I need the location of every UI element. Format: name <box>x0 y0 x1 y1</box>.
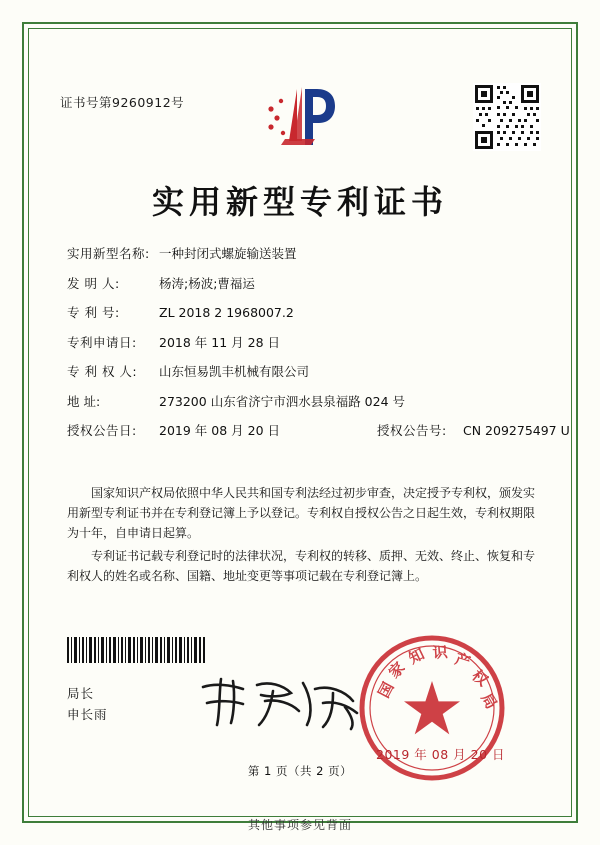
barcode-icon <box>67 637 207 663</box>
field-label-secondary: 授权公告号: <box>377 423 447 438</box>
svg-text:产: 产 <box>452 649 473 672</box>
field-label: 地 址: <box>67 393 101 409</box>
qr-code-icon <box>473 83 541 151</box>
field-value: ZL 2018 2 1968007.2 <box>159 305 294 320</box>
field-value: 山东恒易凯丰机械有限公司 <box>159 364 310 379</box>
field-row-utility-model-name <box>67 245 537 263</box>
field-row-application-date <box>67 334 537 352</box>
svg-text:国: 国 <box>374 679 398 701</box>
patent-office-emblem-icon <box>255 83 345 155</box>
director-name: 申长雨 <box>67 707 108 722</box>
field-row-inventors <box>67 275 537 293</box>
field-label: 发 明 人: <box>67 275 120 291</box>
field-label: 实用新型名称: <box>67 246 150 261</box>
certificate-content <box>45 45 570 800</box>
field-value: 杨涛;杨波;曹福运 <box>159 275 255 291</box>
field-list <box>67 245 570 452</box>
director-block <box>67 683 108 725</box>
director-label: 局长 <box>67 686 95 701</box>
legal-paragraph-1: 国家知识产权局依照中华人民共和国专利法经过初步审查，决定授予专利权，颁发实用新型专利证书并在专利登记簿上予以登记。专利权自授权公告之日起生效，专利权期限为十年，自申请日起算。 <box>67 486 536 540</box>
field-label: 专利申请日: <box>67 334 137 350</box>
field-value: 2018 年 11 月 28 日 <box>159 334 280 350</box>
field-value-secondary: CN 209275497 U <box>463 423 570 438</box>
field-value: 2019 年 08 月 20 日 <box>159 423 280 438</box>
field-row-address <box>67 393 537 411</box>
field-row-patent-number <box>67 304 537 322</box>
page-title: 实用新型专利证书 <box>151 183 448 221</box>
svg-text:识: 识 <box>432 642 449 662</box>
field-value: 273200 山东省济宁市泗水县泉福路 024 号 <box>159 393 405 409</box>
field-label: 专 利 权 人: <box>67 364 138 379</box>
corner-ornament-top-right <box>552 22 578 48</box>
svg-text:知: 知 <box>405 644 428 668</box>
field-label: 专 利 号: <box>67 305 120 320</box>
footer-note: 其他事项参见背面 <box>247 818 352 832</box>
field-row-patentee <box>67 363 537 381</box>
field-label: 授权公告日: <box>67 423 137 438</box>
legal-body-text <box>67 483 535 589</box>
svg-text:权: 权 <box>468 666 492 690</box>
certificate-number: 证书号第9260912号 <box>60 95 185 110</box>
field-value: 一种封闭式螺旋输送装置 <box>159 246 297 261</box>
field-row-grant-announcement <box>67 422 570 440</box>
svg-text:局: 局 <box>477 690 501 713</box>
seal-date: 2019 年 08 月 20 日 <box>376 747 505 762</box>
page-number: 第 1 页（共 2 页） <box>247 764 353 778</box>
legal-paragraph-2: 专利证书记载专利登记时的法律状况，专利权的转移、质押、无效、终止、恢复和专利权人的姓名或名称、国籍、地址变更等事项记载在专利登记簿上。 <box>67 549 536 583</box>
handwritten-signature-icon <box>195 673 375 733</box>
svg-text:家: 家 <box>385 658 409 682</box>
